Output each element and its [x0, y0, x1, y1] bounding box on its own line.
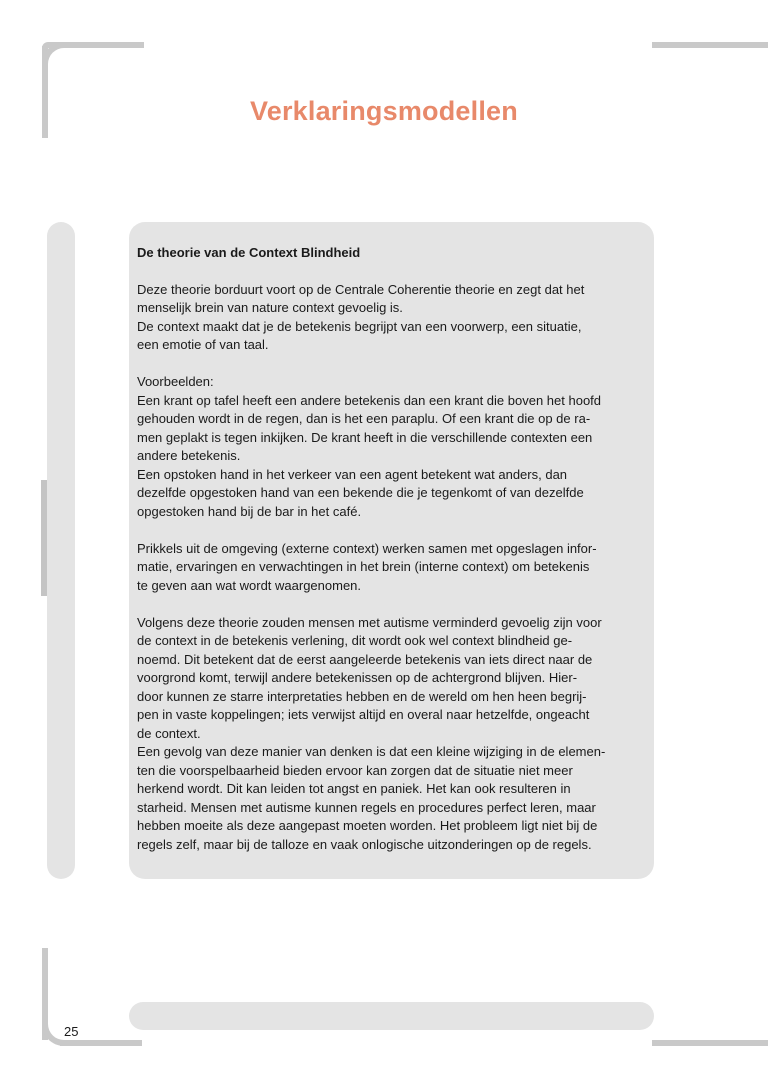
text-line: Volgens deze theorie zouden mensen met autisme verminderd gevoelig zijn voor — [137, 614, 602, 630]
text-line: een emotie of van taal. — [137, 337, 269, 352]
text-line: de context. — [137, 725, 201, 741]
page-number: 25 — [64, 1024, 79, 1039]
frame-bottom-right-line — [652, 1040, 768, 1046]
paragraph — [137, 281, 646, 355]
text-line: te geven aan wat wordt waargenomen. — [137, 577, 362, 593]
text-line: Deze theorie borduurt voort op de Centrale Coherentie theorie en zegt dat het — [137, 281, 585, 297]
text-line: hebben moeite als deze aangepast moeten worden. Het probleem ligt niet bij de — [137, 818, 598, 833]
text-line: menselijk brein van nature context gevoelig is. — [137, 300, 403, 315]
text-line: opgestoken hand bij de bar in het café. — [137, 503, 362, 519]
text-line: De context maakt dat je de betekenis begrijpt van een voorwerp, een situatie, — [137, 318, 582, 334]
paragraph — [137, 614, 646, 855]
content-box — [129, 222, 654, 879]
section-heading: De theorie van de Context Blindheid — [137, 245, 361, 260]
text-line: matie, ervaringen en verwachtingen in het brein (interne context) om betekenis — [137, 559, 590, 574]
text-line: ten die voorspelbaarheid bieden ervoor kan zorgen dat de situatie niet meer — [137, 762, 573, 778]
text-line: noemd. Dit betekent dat de eerst aangeleerde betekenis van iets direct naar de — [137, 651, 593, 667]
frame-bottom-left-line — [60, 1040, 142, 1046]
text-line: Voorbeelden: — [137, 374, 214, 389]
text-line: Prikkels uit de omgeving (externe context) werken samen met opgeslagen infor- — [137, 540, 597, 556]
text-line: door kunnen ze starre interpretaties hebben en de wereld om hen heen begrij- — [137, 688, 587, 704]
text-line: herkend wordt. Dit kan leiden tot angst en paniek. Het kan ook resulteren in — [137, 781, 571, 796]
text-line: Een krant op tafel heeft een andere betekenis dan een krant die boven het hoofd — [137, 392, 602, 408]
text-line: andere betekenis. — [137, 448, 241, 463]
side-marker — [41, 480, 47, 596]
text-line: Een opstoken hand in het verkeer van een agent betekent wat anders, dan — [137, 466, 568, 482]
side-decoration-bar — [47, 222, 75, 879]
text-line: voorgrond komt, terwijl andere betekenissen op de achtergrond blijven. Hier- — [137, 670, 578, 685]
text-line: dezelfde opgestoken hand van een bekende die je tegenkomt of van dezelfde — [137, 485, 584, 500]
footer-bar — [129, 1002, 654, 1030]
paragraph — [137, 373, 646, 521]
text-line: men geplakt is tegen inkijken. De krant heeft in die verschillende contexten een — [137, 429, 593, 445]
body-text — [137, 281, 646, 855]
paragraph — [137, 540, 646, 596]
text-line: gehouden wordt in de regen, dan is het een paraplu. Of een krant die op de ra- — [137, 411, 591, 426]
text-line: starheid. Mensen met autisme kunnen regels en procedures perfect leren, maar — [137, 799, 596, 815]
text-line: pen in vaste koppelingen; iets verwijst altijd en overal naar hetzelfde, ongeacht — [137, 707, 590, 722]
text-line: de context in de betekenis verlening, dit wordt ook wel context blindheid ge- — [137, 633, 573, 648]
frame-top-left-line — [42, 42, 144, 48]
frame-top-right-line — [652, 42, 768, 48]
text-line: regels zelf, maar bij de talloze en vaak onlogische uitzonderingen op de regels. — [137, 836, 592, 852]
page-title: Verklaringsmodellen — [250, 96, 518, 127]
text-line: Een gevolg van deze manier van denken is dat een kleine wijziging in de elemen- — [137, 744, 606, 759]
